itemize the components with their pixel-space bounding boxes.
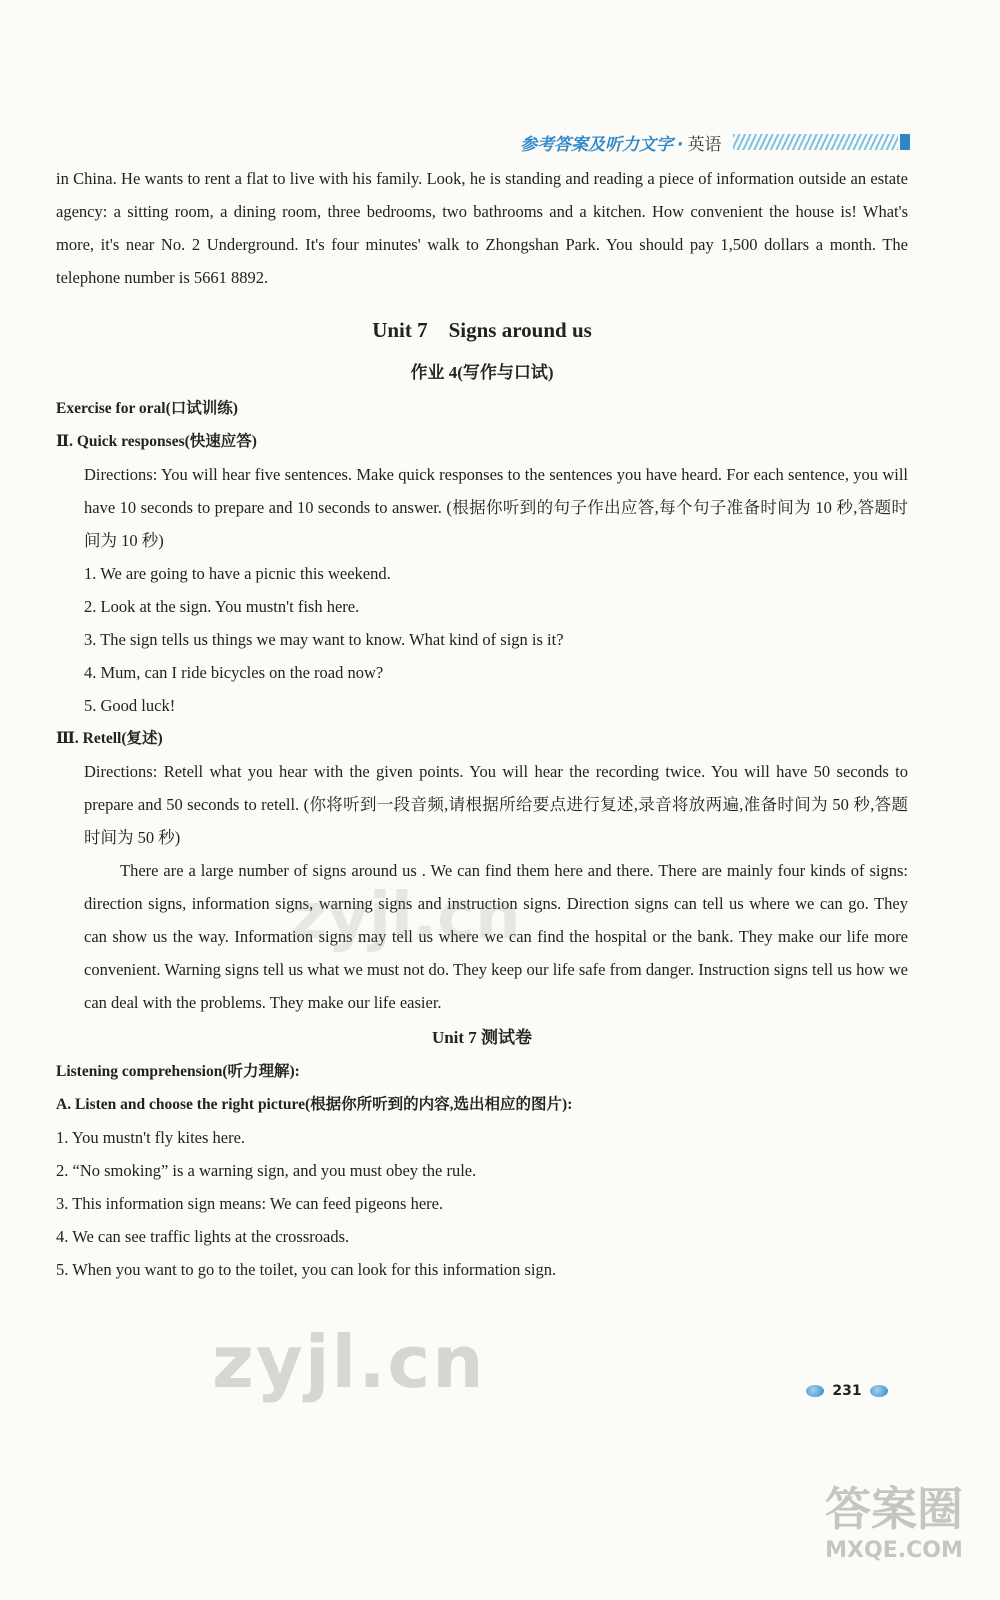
- page-number-left-ornament: [806, 1385, 824, 1397]
- test-title: Unit 7 测试卷: [431, 1028, 533, 1047]
- listening-heading: Listening comprehension(听力理解):: [56, 1063, 300, 1080]
- list-item: 4. We can see traffic lights at the crossroads.: [56, 1227, 350, 1246]
- page-number: [802, 1380, 892, 1402]
- header-block: [900, 134, 910, 150]
- watermark-center: zyjl.cn: [212, 1320, 486, 1404]
- watermark-corner-logo: [804, 1480, 984, 1590]
- intro-paragraph: in China. He wants to rent a flat to live with his family. Look, he is standing and reading a piece of information outside an estate agency: a sitting room, a dining room, three bedrooms, two bathrooms and a kitchen. How convenient the house is! What's more, it's near No. 2 Underground. It's four minutes' walk to Zhongshan Park. You should pay 1,500 dollars a month. The telephone number is 5661 8892.: [56, 169, 908, 287]
- list-item: 2. Look at the sign. You mustn't fish here.: [84, 597, 360, 616]
- page-content: [56, 162, 908, 1286]
- watermark-corner-small: MXQE.COM: [825, 1538, 963, 1563]
- header-stripes: [733, 134, 898, 150]
- section3-directions: Directions: Retell what you hear with the given points. You will hear the recording twice. You will have 50 seconds to prepare and 50 seconds to retell. (你将听到一段音频,请根据所给要点进行复述,录音将放两遍,准备时间为 50 秒,答题时间为 50 秒): [84, 762, 908, 847]
- list-item: 1. We are going to have a picnic this weekend.: [84, 564, 391, 583]
- section3-heading: Ⅲ. Retell(复述): [56, 730, 163, 747]
- list-item: 4. Mum, can I ride bicycles on the road now?: [84, 663, 384, 682]
- watermark-mid: zyjl.cn: [290, 880, 521, 954]
- list-item: 5. Good luck!: [84, 696, 176, 715]
- exercise-oral-heading: Exercise for oral(口试训练): [56, 400, 238, 417]
- page-header: [520, 128, 910, 156]
- list-item: 1. You mustn't fly kites here.: [56, 1128, 246, 1147]
- section3-passage: There are a large number of signs around us . We can find them here and there. There are mainly four kinds of signs: direction signs, information signs, warning signs and instruction signs. Direction signs can tell us where we can go. They can show us the way. Information signs may tell us where we can find the hospital or the bank. They make our life more convenient. Warning signs tell us what we must not do. They keep our life safe from danger. Instruction signs tell us how we can deal with the problems. They make our life easier.: [84, 861, 908, 1012]
- watermark-corner-big: 答案圈: [825, 1482, 963, 1536]
- list-item: 5. When you want to go to the toilet, you can look for this information sign.: [56, 1260, 557, 1279]
- page-number-right-ornament: [870, 1385, 888, 1397]
- page-number-text: 231: [832, 1383, 862, 1399]
- listening-subheading: A. Listen and choose the right picture(根据你所听到的内容,选出相应的图片):: [56, 1096, 573, 1113]
- list-item: 3. This information sign means: We can feed pigeons here.: [56, 1194, 444, 1213]
- list-item: 3. The sign tells us things we may want to know. What kind of sign is it?: [84, 630, 564, 649]
- section2-directions: Directions: You will hear five sentences. Make quick responses to the sentences you have heard. For each sentence, you will have 10 seconds to prepare and 10 seconds to answer. (根据你听到的句子作出应答,每个句子准备时间为 10 秒,答题时间为 10 秒): [84, 465, 908, 550]
- unit-title: Unit 7 Signs around us: [372, 318, 592, 342]
- list-item: 2. “No smoking” is a warning sign, and you must obey the rule.: [56, 1161, 477, 1180]
- section2-heading: Ⅱ. Quick responses(快速应答): [56, 433, 257, 450]
- header-title: 参考答案及听力文字 · 英语: [520, 134, 722, 155]
- homework-title: 作业 4(写作与口试): [410, 363, 554, 382]
